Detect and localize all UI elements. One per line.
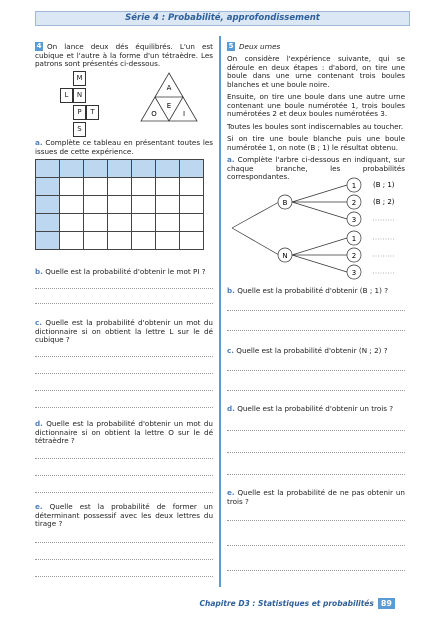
page-number: 89 — [378, 598, 395, 609]
outcomes-table — [35, 159, 204, 250]
series-header: Série 4 : Probabilité, approfondissement — [35, 11, 410, 26]
cube-face-5: T — [86, 105, 99, 120]
answer-line[interactable] — [227, 330, 405, 331]
tree-outcome-b1: (B ; 1) — [373, 181, 395, 189]
answer-line[interactable] — [35, 576, 213, 577]
answer-line[interactable] — [227, 430, 405, 431]
ex4-question-b: b. Quelle est la probabilité d'obtenir le mot PI ? — [35, 267, 206, 276]
answer-line[interactable] — [227, 452, 405, 453]
tetra-face-4: I — [182, 110, 186, 118]
answer-line[interactable] — [35, 492, 213, 493]
tetra-face-1: A — [166, 84, 172, 92]
tetra-face-3: O — [151, 110, 157, 118]
ex5-question-c: c. Quelle est la probabilité d'obtenir (N ; 2) ? — [227, 346, 388, 355]
answer-line[interactable] — [227, 474, 405, 475]
answer-line[interactable] — [35, 390, 213, 391]
ex5-number-badge: 5 — [228, 42, 234, 50]
answer-line[interactable] — [35, 373, 213, 374]
ex5-paragraph-1: On considère l'expérience suivante, qui se déroule en deux étapes : d'abord, on tire une boule dans une urne contenant trois boules blanches et une boule noire. — [227, 54, 405, 89]
column-divider — [219, 36, 221, 587]
page-footer — [200, 598, 395, 609]
ex5-question-a: a. Complète l'arbre ci-dessous en indiquant, sur chaque branche, les probabilités correspondantes. — [227, 155, 405, 182]
answer-line[interactable] — [35, 559, 213, 560]
answer-line[interactable] — [35, 356, 213, 357]
ex5-question-e: e. Quelle est la probabilité de ne pas obtenir un trois ? — [227, 488, 405, 506]
cube-face-3: N — [73, 88, 86, 103]
ex4-number-badge: 4 — [36, 42, 42, 50]
answer-line[interactable] — [227, 570, 405, 571]
cube-face-1: M — [73, 71, 86, 86]
tree-outcome-b2: (B ; 2) — [373, 198, 395, 206]
ex5-paragraph-2: Ensuite, on tire une boule dans une autre urne contenant une boule numérotée 1, trois boules numérotées 2 et deux boules numérotées 3. — [227, 92, 405, 119]
answer-line[interactable] — [227, 520, 405, 521]
cube-face-6: S — [73, 122, 86, 137]
answer-line[interactable] — [35, 288, 213, 289]
answer-line[interactable] — [35, 303, 213, 304]
ex5-question-b: b. Quelle est la probabilité d'obtenir (B ; 1) ? — [227, 286, 389, 295]
tree-label-n: N — [282, 252, 288, 260]
answer-line[interactable] — [35, 407, 213, 408]
tree-label-b3: 3 — [351, 216, 357, 224]
probability-tree — [227, 175, 407, 283]
tree-label-n3: 3 — [351, 269, 357, 277]
tree-label-n2: 2 — [351, 252, 357, 260]
answer-line[interactable] — [227, 545, 405, 546]
tetra-face-2: E — [166, 102, 172, 110]
ex5-title: 5 Deux urnes — [228, 42, 281, 51]
answer-line[interactable] — [35, 542, 213, 543]
tree-label-b1: 1 — [351, 182, 357, 190]
answer-line[interactable] — [227, 310, 405, 311]
ex4-question-e: e. Quelle est la probabilité de former un déterminant possessif avec les deux lettres du tirage ? — [35, 502, 213, 529]
ex4-question-a: a. Complète ce tableau en présentant toutes les issues de cette expérience. — [35, 138, 213, 156]
answer-line[interactable] — [227, 370, 405, 371]
ex5-paragraph-3: Toutes les boules sont indiscernables au toucher. — [227, 122, 404, 131]
tree-label-n1: 1 — [351, 235, 357, 243]
ex4-intro: 4 On lance deux dés équilibrés. L'un est cubique et l'autre à la forme d'un tétraèdre. Les patrons sont présentés ci-dessous. — [35, 42, 213, 69]
answer-line[interactable] — [227, 390, 405, 391]
ex4-question-d: d. Quelle est la probabilité d'obtenir un mot du dictionnaire si on obtient la lettre O sur le dé tétraèdre ? — [35, 419, 213, 446]
answer-line[interactable] — [35, 475, 213, 476]
chapter-title: Chapitre D3 : Statistiques et probabilités — [199, 599, 374, 608]
answer-line[interactable] — [35, 458, 213, 459]
tree-label-b: B — [282, 199, 288, 207]
cube-face-4: P — [73, 105, 86, 120]
cube-face-2: L — [60, 88, 73, 103]
tree-label-b2: 2 — [351, 199, 357, 207]
ex5-paragraph-4: Si on tire une boule blanche puis une boule numérotée 1, on note (B ; 1) le résultat obtenu. — [227, 134, 405, 152]
ex5-question-d: d. Quelle est la probabilité d'obtenir un trois ? — [227, 404, 394, 413]
ex4-question-c: c. Quelle est la probabilité d'obtenir un mot du dictionnaire si on obtient la lettre L sur le dé cubique ? — [35, 318, 213, 345]
tetrahedron-net — [140, 72, 198, 122]
